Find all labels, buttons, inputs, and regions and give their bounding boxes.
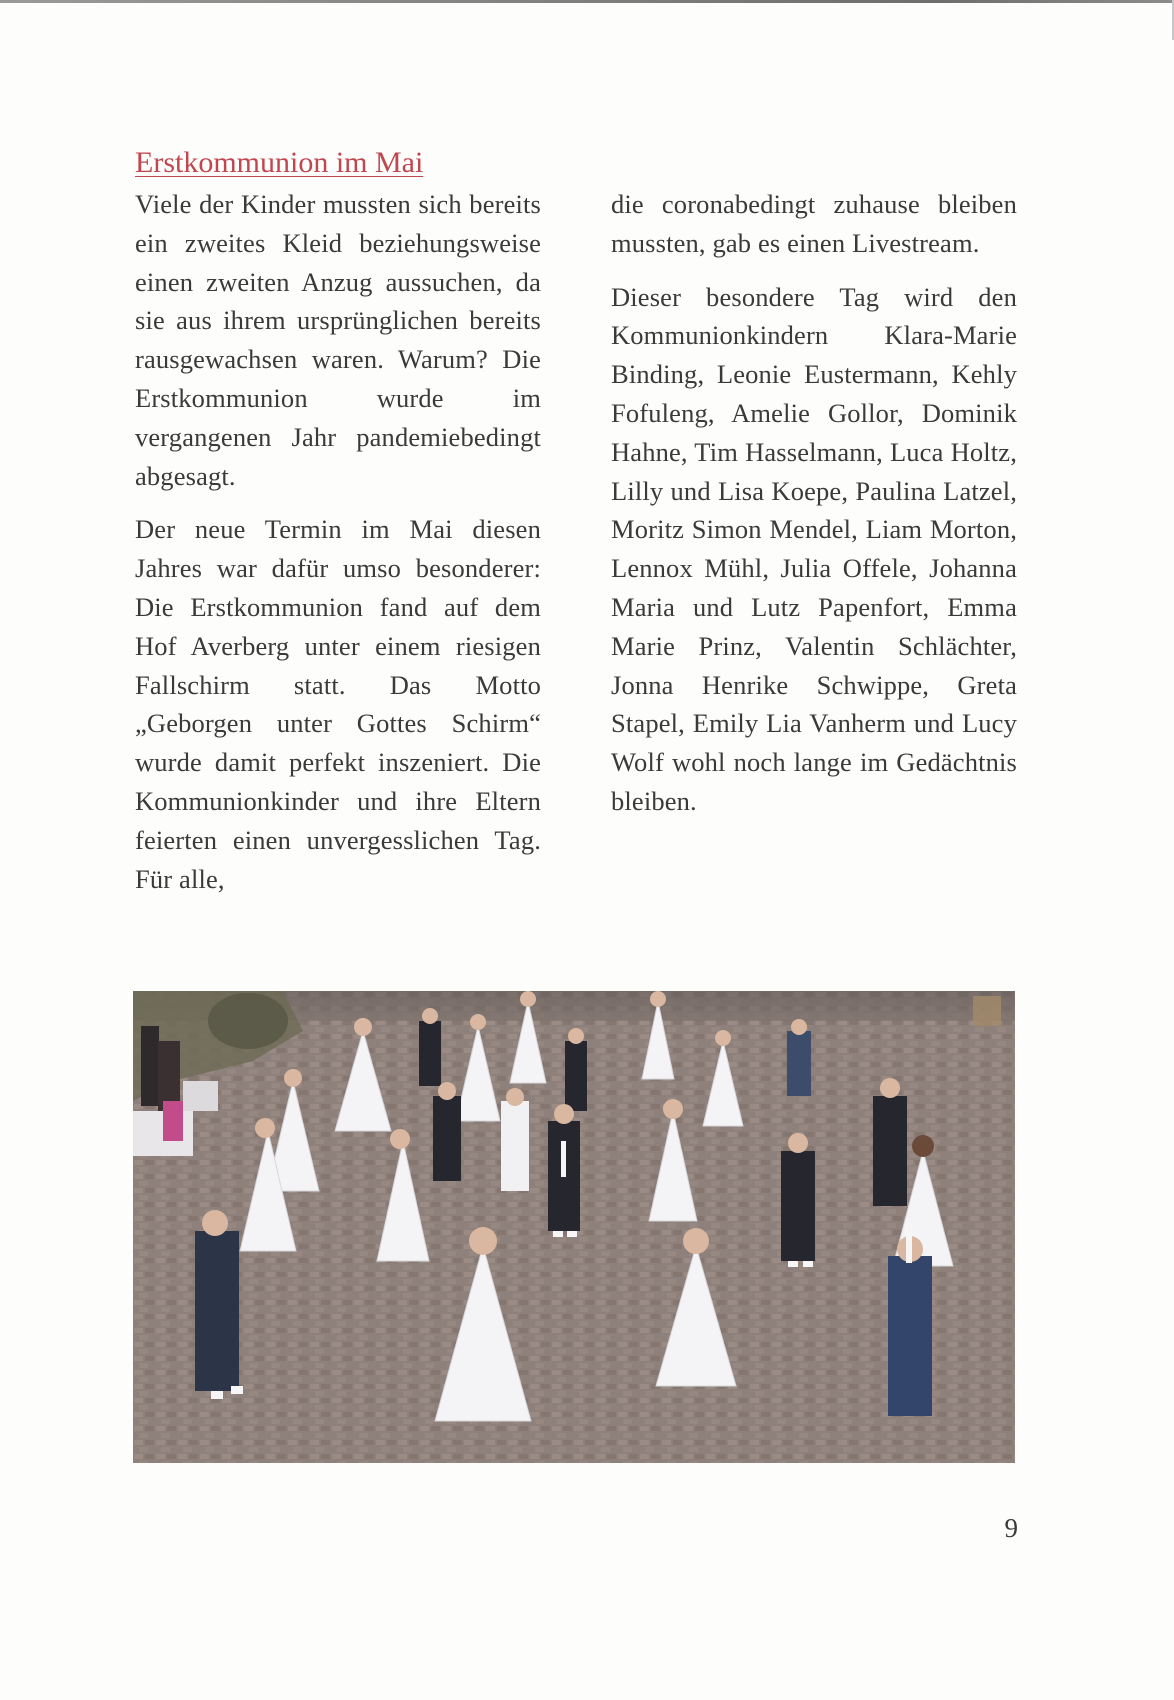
left-paragraph-1: Viele der Kinder mussten sich bereits ein zweites Kleid beziehungsweise einen zweiten Anzug aussuchen, da sie aus ihrem ursprünglichen bereits rausgewachsen waren. Warum? Die Erstkommunion wurde im vergangenen Jahr pandemiebedingt abgesagt. bbox=[135, 189, 541, 491]
right-paragraph-2: Dieser besondere Tag wird den Kommunionkindern Klara-Marie Binding, Leonie Eustermann, Kehly Fofuleng, Amelie Gollor, Dominik Hahne, Tim Hasselmann, Luca Holtz, Lilly und Lisa Koepe, Paulina Latzel, Moritz Simon Mendel, Liam Morton, Lennox Mühl, Julia Offele, Johanna Maria und Lutz Papenfort, Emma Marie Prinz, Valentin Schlächter, Jonna Henrike Schwippe, Greta Stapel, Emily Lia Vanherm und Lucy Wolf wohl noch lange im Gedächtnis bleiben. bbox=[611, 281, 1017, 816]
left-paragraph-2: Der neue Termin im Mai diesen Jahres war dafür umso besonderer: Die Erstkommunion fand auf dem Hof Averberg unter einem riesigen Fallschirm statt. Das Motto „Geborgen unter Gottes Schirm“ wurde damit perfekt inszeniert. Die Kommunionkinder und ihre Eltern feierten einen unvergesslichen Tag. Für alle, bbox=[135, 514, 541, 894]
right-column bbox=[611, 185, 1017, 836]
article-title: Erstkommunion im Mai bbox=[135, 146, 424, 179]
scan-top-edge bbox=[0, 0, 1174, 3]
page-number: 9 bbox=[1004, 1513, 1018, 1543]
photo-illustration bbox=[133, 991, 1015, 1463]
left-column bbox=[135, 185, 541, 913]
right-paragraph-1: die coronabedingt zuhause bleiben mussten, gab es einen Livestream. bbox=[611, 189, 1017, 258]
communion-group-photo bbox=[133, 991, 1015, 1463]
